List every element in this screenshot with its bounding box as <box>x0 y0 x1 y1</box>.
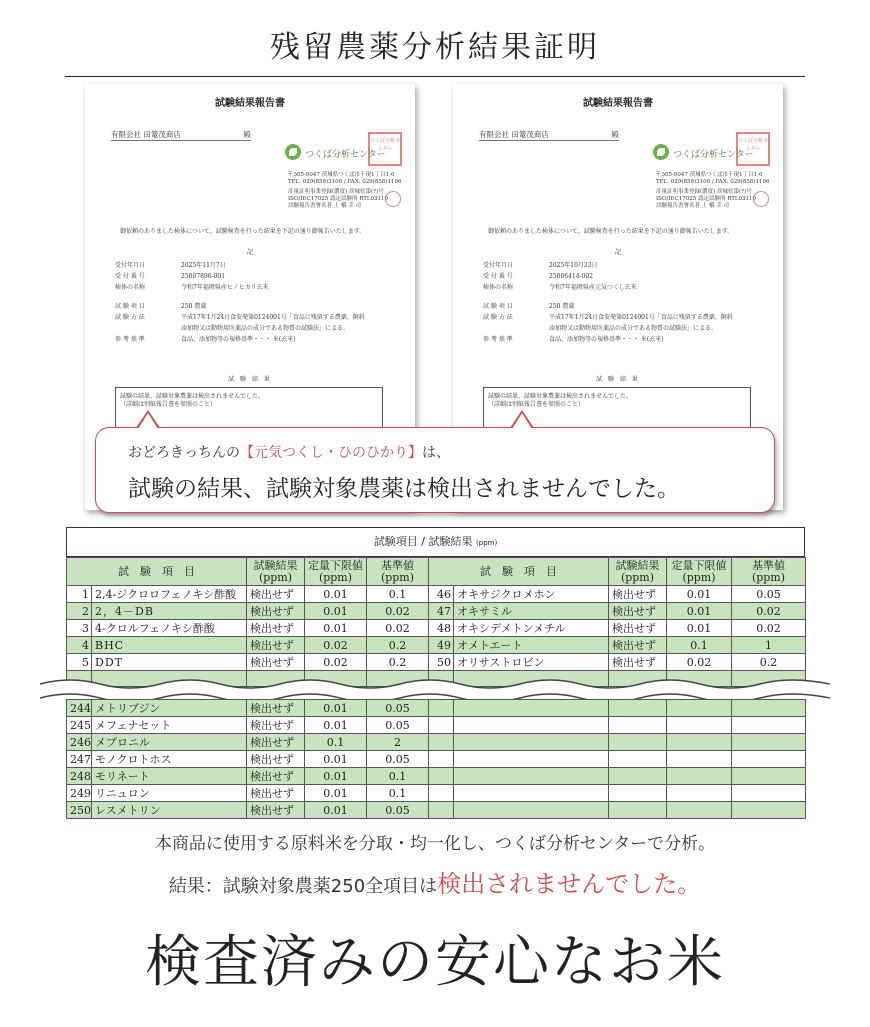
field-row: 試 験 方 法 平成17年1月24日食安発第0124001号「食品に残留する農薬、飼料 <box>115 314 365 321</box>
result-heading: 試 験 結 果 <box>228 376 272 383</box>
field-row: 受 付 番 号 25006414-002 <box>483 273 594 280</box>
results-table-bottom <box>66 699 806 819</box>
report-ki: 記 <box>614 249 621 256</box>
cert-line: 計量証明事業登録(濃度) 茨城県第(?)号 <box>288 189 384 195</box>
signer-seal <box>753 191 769 207</box>
report-intro: 御依頼のありました検体について、試験検査を行った結果を下記の通り御報告いたします。 <box>120 228 366 235</box>
addressee-name: 有限会社 田篭茂商店 <box>111 130 181 139</box>
analysis-result-summary <box>0 864 870 899</box>
addressee-honorific: 殿 <box>243 130 251 139</box>
bubble-tail-left <box>136 410 160 428</box>
header-standard: 基準値 (ppm) <box>367 558 429 586</box>
report-addressee <box>111 129 251 141</box>
result-note: （詳細は別紙報告書を参照のこと） <box>120 401 217 408</box>
table-title-unit: (ppm) <box>476 539 498 547</box>
field-row: 添加物又は動物用医薬品の成分である物質の試験法」による。 <box>549 325 718 332</box>
table-row: 1 2,4-ジクロロフェノキシ酢酸 検出せず 0.01 0.1 46 オキサジクロメホン 検出せず 0.01 0.05 <box>67 586 806 603</box>
result-heading: 試 験 結 果 <box>596 376 640 383</box>
title-divider <box>65 76 805 77</box>
results-table-title <box>66 527 805 557</box>
report-title: 試験結果報告書 <box>583 98 653 109</box>
field-row: 試 験 項 目 250 農薬 <box>115 303 207 310</box>
result-callout-bubble <box>95 427 775 513</box>
cert-line: ISO/IEC17025 認定試験所 RTL03110 <box>656 196 757 202</box>
summary-highlight: 検出されませんでした。 <box>437 870 702 898</box>
table-row: 2 2，4－DB 検出せず 0.01 0.02 47 オキサミル 検出せず 0.01 0.02 <box>67 603 806 620</box>
callout-result: 試験の結果、試験対象農薬は検出されませんでした。 <box>128 476 680 502</box>
signer-seal <box>385 191 401 207</box>
results-table-top <box>66 557 806 687</box>
address-line: 〒305-0047 茨城県つくば市千現1丁目1-6 <box>656 172 763 178</box>
report-title: 試験結果報告書 <box>215 98 285 109</box>
callout-rice-varieties: 【元気つくし・ひのひかり】 <box>240 445 422 461</box>
header-limit: 定量下限値 (ppm) <box>667 558 732 586</box>
signer-line: 試験報告書署名者 土 橋 幸 司 <box>288 203 361 209</box>
header-result: 試験結果 (ppm) <box>609 558 667 586</box>
table-header-row <box>67 558 806 586</box>
header-limit: 定量下限値 (ppm) <box>305 558 367 586</box>
header-standard: 基準値 (ppm) <box>732 558 806 586</box>
page-title: 残留農薬分析結果証明 <box>270 30 600 65</box>
table-row: 245 メフェナセット 検出せず 0.01 0.05 <box>67 717 806 734</box>
table-row: 248 モリネート 検出せず 0.01 0.1 <box>67 768 806 785</box>
summary-prefix: 結果：試験対象農薬250全項目は <box>168 876 438 897</box>
table-row: 247 モノクロトホス 検出せず 0.01 0.05 <box>67 751 806 768</box>
lab-name: つくば分析センター <box>673 150 754 160</box>
field-row: 参 考 基 準 食品、添加物等の規格基準・・・ 米(玄米) <box>115 336 296 343</box>
field-row: 添加物又は動物用医薬品の成分である物質の試験法」による。 <box>181 325 350 332</box>
field-row: 試 験 方 法 平成17年1月24日食安発第0124001号「食品に残留する農薬、飼料 <box>483 314 733 321</box>
cert-line: ISO/IEC17025 認定試験所 RTL03110 <box>288 196 389 202</box>
signer-line: 試験報告書署名者 土 橋 幸 司 <box>656 203 729 209</box>
field-row: 検体の名称 令和7年福岡県産元気つくし玄米 <box>483 284 637 291</box>
header-item: 試 験 項 目 <box>429 558 609 586</box>
tagline: 検査済みの安心なお米 <box>145 930 725 995</box>
contact-line: TEL. 029(858)3100 / FAX. 029(858)1106 <box>288 179 402 185</box>
table-row: 4 BHC 検出せず 0.02 0.2 49 オメトエート 検出せず 0.1 1 <box>67 637 806 654</box>
result-line: 試験の結果、試験対象農薬は検出されませんでした。 <box>488 393 633 400</box>
report-fields <box>115 260 365 345</box>
address-line: 〒305-0047 茨城県つくば市千現1丁目1-6 <box>288 172 395 178</box>
bubble-tail-right <box>510 410 534 428</box>
analysis-description: 本商品に使用する原料米を分取・均一化し、つくば分析センターで分析。 <box>154 834 716 854</box>
field-row: 参 考 基 準 食品、添加物等の規格基準・・・ 米(玄米) <box>483 336 664 343</box>
field-row: 受付年月日 2025年10月23日 <box>483 262 598 269</box>
leaf-logo-icon <box>285 144 301 160</box>
table-row: 244 メトリブジン 検出せず 0.01 0.05 <box>67 700 806 717</box>
header-result: 試験結果 (ppm) <box>247 558 305 586</box>
contact-line: TEL. 029(858)3100 / FAX. 029(858)1106 <box>656 179 770 185</box>
lab-certification <box>656 189 756 210</box>
table-row: 249 リニュロン 検出せず 0.01 0.1 <box>67 785 806 802</box>
header-item: 試 験 項 目 <box>67 558 247 586</box>
report-intro: 御依頼のありました検体について、試験検査を行った結果を下記の通り御報告いたします。 <box>488 228 734 235</box>
field-row: 試 験 項 目 250 農薬 <box>483 303 575 310</box>
leaf-logo-icon <box>653 144 669 160</box>
table-title-text: 試験項目 / 試験結果 <box>373 535 473 548</box>
company-seal: つくば分析センター <box>736 132 770 166</box>
field-row: 検体の名称 令和7年福岡県産ヒノヒカリ玄米 <box>115 284 269 291</box>
result-line: 試験の結果、試験対象農薬は検出されませんでした。 <box>120 393 265 400</box>
report-addressee <box>479 129 619 141</box>
cert-line: 計量証明事業登録(濃度) 茨城県第(?)号 <box>656 189 752 195</box>
report-fields <box>483 260 733 345</box>
table-row: 5 DDT 検出せず 0.02 0.2 50 オリサストロビン 検出せず 0.02 0.2 <box>67 654 806 671</box>
field-row: 受 付 番 号 25007896-001 <box>115 273 226 280</box>
lab-address <box>656 172 769 186</box>
callout-particle: は、 <box>422 445 450 461</box>
addressee-honorific: 殿 <box>611 130 619 139</box>
table-row: 3 4-クロルフェノキシ酢酸 検出せず 0.01 0.02 48 オキシデメトンメチル 検出せず 0.01 0.02 <box>67 620 806 637</box>
lab-address <box>288 172 401 186</box>
addressee-name: 有限会社 田篭茂商店 <box>479 130 549 139</box>
field-row: 受付年月日 2025年11月7日 <box>115 262 226 269</box>
table-row: 246 メプロニル 検出せず 0.1 2 <box>67 734 806 751</box>
callout-intro <box>128 442 450 462</box>
result-note: （詳細は別紙報告書を参照のこと） <box>488 401 585 408</box>
lab-name: つくば分析センター <box>305 150 386 160</box>
company-seal: つくば分析センター <box>368 132 402 166</box>
report-ki: 記 <box>246 249 253 256</box>
table-row: 250 レスメトリン 検出せず 0.01 0.05 <box>67 802 806 819</box>
lab-certification <box>288 189 388 210</box>
callout-shop-name: おどろきっちんの <box>128 445 240 461</box>
